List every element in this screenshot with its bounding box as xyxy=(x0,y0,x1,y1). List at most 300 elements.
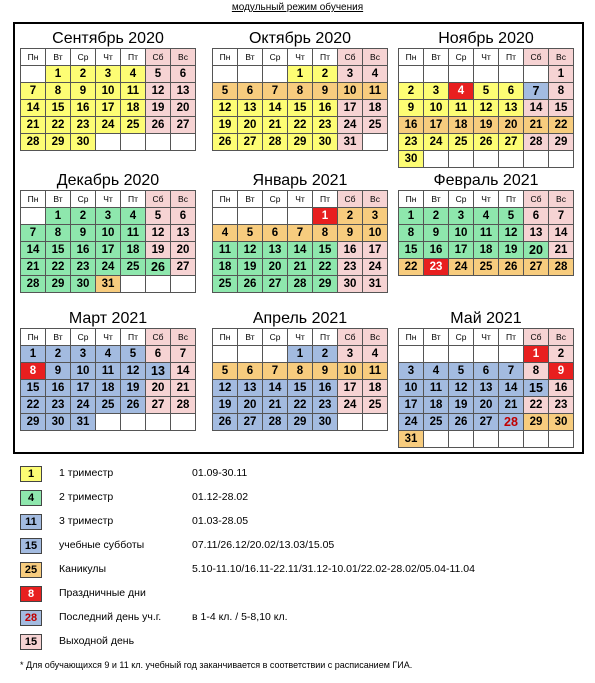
empty-cell xyxy=(499,66,524,83)
month-title: Октябрь 2020 xyxy=(248,30,352,47)
empty-cell xyxy=(549,431,574,448)
day-cell: 21 xyxy=(288,259,313,276)
legend-label: 3 триместр xyxy=(59,515,114,527)
legend-label: Последний день уч.г. xyxy=(59,611,162,623)
day-cell: 30 xyxy=(71,134,96,151)
day-cell: 2 xyxy=(46,346,71,363)
day-cell: 17 xyxy=(96,242,121,259)
day-cell: 20 xyxy=(499,117,524,134)
empty-cell xyxy=(449,151,474,168)
day-cell: 20 xyxy=(238,117,263,134)
day-cell: 4 xyxy=(474,208,499,225)
day-cell: 12 xyxy=(474,100,499,117)
day-cell: 16 xyxy=(46,380,71,397)
day-cell: 24 xyxy=(449,259,474,276)
month-grid xyxy=(398,190,574,276)
day-cell: 8 xyxy=(524,363,549,380)
day-cell: 22 xyxy=(399,259,424,276)
day-cell: 26 xyxy=(121,397,146,414)
day-cell: 25 xyxy=(363,117,388,134)
day-cell: 13 xyxy=(238,100,263,117)
empty-cell xyxy=(96,134,121,151)
day-cell: 10 xyxy=(96,225,121,242)
month-grid xyxy=(20,190,196,293)
legend-swatch: 15 xyxy=(20,538,42,554)
day-cell: 18 xyxy=(449,117,474,134)
day-cell: 22 xyxy=(549,117,574,134)
weekday-header: Вт xyxy=(46,329,71,346)
day-cell: 9 xyxy=(424,225,449,242)
day-cell: 22 xyxy=(21,397,46,414)
day-cell: 29 xyxy=(288,134,313,151)
day-cell: 16 xyxy=(313,380,338,397)
day-cell: 28 xyxy=(288,276,313,293)
day-cell: 17 xyxy=(449,242,474,259)
day-cell: 30 xyxy=(46,414,71,431)
day-cell: 19 xyxy=(474,117,499,134)
empty-cell xyxy=(499,151,524,168)
day-cell: 5 xyxy=(213,363,238,380)
day-cell: 25 xyxy=(449,134,474,151)
day-cell: 6 xyxy=(171,66,196,83)
day-cell: 26 xyxy=(213,134,238,151)
month-grid xyxy=(398,48,574,168)
empty-cell xyxy=(424,431,449,448)
day-cell: 9 xyxy=(338,225,363,242)
legend-label: Каникулы xyxy=(59,563,107,575)
day-cell: 14 xyxy=(263,380,288,397)
month-title: Февраль 2021 xyxy=(433,172,539,189)
weekday-header: Вс xyxy=(549,49,574,66)
day-cell: 26 xyxy=(238,276,263,293)
day-cell: 16 xyxy=(71,242,96,259)
day-cell: 9 xyxy=(46,363,71,380)
day-cell: 15 xyxy=(313,242,338,259)
empty-cell xyxy=(474,431,499,448)
day-cell: 25 xyxy=(213,276,238,293)
day-cell: 18 xyxy=(424,397,449,414)
day-cell: 7 xyxy=(288,225,313,242)
day-cell: 12 xyxy=(146,83,171,100)
weekday-header: Вт xyxy=(238,191,263,208)
legend-dates: 01.09-30.11 xyxy=(192,467,248,479)
empty-cell xyxy=(449,431,474,448)
empty-cell xyxy=(121,134,146,151)
day-cell: 31 xyxy=(338,134,363,151)
empty-cell xyxy=(213,208,238,225)
day-cell: 12 xyxy=(499,225,524,242)
day-cell: 6 xyxy=(524,208,549,225)
day-cell: 16 xyxy=(313,100,338,117)
day-cell: 24 xyxy=(424,134,449,151)
day-cell: 10 xyxy=(71,363,96,380)
day-cell: 27 xyxy=(171,117,196,134)
legend-label: 1 триместр xyxy=(59,467,114,479)
day-cell: 28 xyxy=(171,397,196,414)
day-cell: 31 xyxy=(363,276,388,293)
day-cell: 14 xyxy=(21,242,46,259)
day-cell: 27 xyxy=(171,259,196,276)
day-cell: 9 xyxy=(313,83,338,100)
day-cell: 8 xyxy=(399,225,424,242)
weekday-header: Вс xyxy=(171,49,196,66)
month-grid xyxy=(212,190,388,293)
day-cell: 29 xyxy=(46,134,71,151)
day-cell: 29 xyxy=(549,134,574,151)
day-cell: 13 xyxy=(146,363,171,380)
weekday-header: Пт xyxy=(313,329,338,346)
day-cell: 22 xyxy=(524,397,549,414)
month-grid xyxy=(398,328,574,448)
day-cell: 17 xyxy=(338,380,363,397)
weekday-header: Чт xyxy=(288,191,313,208)
day-cell: 18 xyxy=(121,242,146,259)
day-cell: 11 xyxy=(363,363,388,380)
day-cell: 9 xyxy=(71,225,96,242)
day-cell: 1 xyxy=(46,208,71,225)
month-title: Апрель 2021 xyxy=(252,310,348,327)
day-cell: 5 xyxy=(449,363,474,380)
weekday-header: Ср xyxy=(263,49,288,66)
day-cell: 14 xyxy=(524,100,549,117)
day-cell: 22 xyxy=(313,259,338,276)
day-cell: 13 xyxy=(524,225,549,242)
day-cell: 29 xyxy=(524,414,549,431)
day-cell: 13 xyxy=(238,380,263,397)
day-cell: 30 xyxy=(313,134,338,151)
day-cell: 15 xyxy=(46,242,71,259)
day-cell: 26 xyxy=(213,414,238,431)
day-cell: 4 xyxy=(363,66,388,83)
month-calendar xyxy=(398,310,574,448)
weekday-header: Вс xyxy=(171,191,196,208)
weekday-header: Пн xyxy=(21,49,46,66)
day-cell: 1 xyxy=(313,208,338,225)
weekday-header: Ср xyxy=(449,329,474,346)
empty-cell xyxy=(263,346,288,363)
empty-cell xyxy=(288,208,313,225)
day-cell: 9 xyxy=(71,83,96,100)
day-cell: 31 xyxy=(399,431,424,448)
day-cell: 6 xyxy=(146,346,171,363)
day-cell: 5 xyxy=(474,83,499,100)
month-calendar xyxy=(20,172,196,293)
day-cell: 3 xyxy=(338,66,363,83)
day-cell: 20 xyxy=(171,242,196,259)
legend-label: Праздничные дни xyxy=(59,587,146,599)
legend-label: Выходной день xyxy=(59,635,135,647)
day-cell: 5 xyxy=(499,208,524,225)
legend-swatch: 4 xyxy=(20,490,42,506)
empty-cell xyxy=(474,346,499,363)
empty-cell xyxy=(474,66,499,83)
day-cell: 1 xyxy=(288,346,313,363)
day-cell: 13 xyxy=(474,380,499,397)
day-cell: 15 xyxy=(21,380,46,397)
weekday-header: Ср xyxy=(449,49,474,66)
empty-cell xyxy=(499,346,524,363)
weekday-header: Сб xyxy=(338,49,363,66)
empty-cell xyxy=(524,151,549,168)
empty-cell xyxy=(424,346,449,363)
day-cell: 30 xyxy=(71,276,96,293)
legend-swatch: 11 xyxy=(20,514,42,530)
weekday-header: Пн xyxy=(213,329,238,346)
day-cell: 2 xyxy=(399,83,424,100)
month-title: Сентябрь 2020 xyxy=(52,30,164,47)
day-cell: 8 xyxy=(549,83,574,100)
day-cell: 12 xyxy=(213,100,238,117)
legend-dates: 01.03-28.05 xyxy=(192,515,249,527)
weekday-header: Чт xyxy=(288,49,313,66)
day-cell: 19 xyxy=(146,242,171,259)
day-cell: 24 xyxy=(338,117,363,134)
day-cell: 24 xyxy=(399,414,424,431)
day-cell: 17 xyxy=(338,100,363,117)
weekday-header: Пн xyxy=(21,191,46,208)
day-cell: 28 xyxy=(499,414,524,431)
day-cell: 22 xyxy=(46,117,71,134)
day-cell: 1 xyxy=(524,346,549,363)
day-cell: 16 xyxy=(71,100,96,117)
weekday-header: Сб xyxy=(146,329,171,346)
empty-cell xyxy=(96,414,121,431)
day-cell: 8 xyxy=(46,83,71,100)
day-cell: 5 xyxy=(213,83,238,100)
day-cell: 18 xyxy=(121,100,146,117)
day-cell: 22 xyxy=(288,397,313,414)
day-cell: 3 xyxy=(363,208,388,225)
day-cell: 2 xyxy=(71,66,96,83)
day-cell: 25 xyxy=(121,117,146,134)
day-cell: 24 xyxy=(96,259,121,276)
day-cell: 26 xyxy=(499,259,524,276)
day-cell: 11 xyxy=(424,380,449,397)
legend-swatch: 8 xyxy=(20,586,42,602)
day-cell: 5 xyxy=(238,225,263,242)
day-cell: 30 xyxy=(313,414,338,431)
weekday-header: Пт xyxy=(499,191,524,208)
day-cell: 17 xyxy=(363,242,388,259)
day-cell: 7 xyxy=(171,346,196,363)
day-cell: 27 xyxy=(238,414,263,431)
day-cell: 1 xyxy=(46,66,71,83)
day-cell: 22 xyxy=(288,117,313,134)
legend-label: 2 триместр xyxy=(59,491,114,503)
month-calendar xyxy=(212,30,388,151)
day-cell: 6 xyxy=(238,363,263,380)
day-cell: 8 xyxy=(288,83,313,100)
day-cell: 6 xyxy=(474,363,499,380)
empty-cell xyxy=(363,414,388,431)
day-cell: 21 xyxy=(499,397,524,414)
weekday-header: Вс xyxy=(363,191,388,208)
month-grid xyxy=(212,328,388,431)
weekday-header: Чт xyxy=(96,329,121,346)
empty-cell xyxy=(424,66,449,83)
day-cell: 25 xyxy=(474,259,499,276)
day-cell: 21 xyxy=(524,117,549,134)
day-cell: 21 xyxy=(263,397,288,414)
month-title: Март 2021 xyxy=(68,310,148,327)
month-title: Май 2021 xyxy=(450,310,522,327)
day-cell: 11 xyxy=(363,83,388,100)
month-calendar xyxy=(20,310,196,431)
empty-cell xyxy=(238,208,263,225)
day-cell: 9 xyxy=(313,363,338,380)
weekday-header: Вт xyxy=(424,191,449,208)
day-cell: 23 xyxy=(313,397,338,414)
day-cell: 24 xyxy=(338,397,363,414)
day-cell: 20 xyxy=(171,100,196,117)
day-cell: 4 xyxy=(213,225,238,242)
empty-cell xyxy=(171,414,196,431)
day-cell: 19 xyxy=(449,397,474,414)
month-title: Январь 2021 xyxy=(252,172,348,189)
day-cell: 27 xyxy=(146,397,171,414)
day-cell: 23 xyxy=(338,259,363,276)
day-cell: 23 xyxy=(424,259,449,276)
weekday-header: Сб xyxy=(146,191,171,208)
day-cell: 18 xyxy=(363,380,388,397)
day-cell: 19 xyxy=(238,259,263,276)
weekday-header: Пн xyxy=(399,191,424,208)
day-cell: 18 xyxy=(213,259,238,276)
month-calendar xyxy=(212,310,388,431)
day-cell: 10 xyxy=(338,363,363,380)
weekday-header: Вс xyxy=(363,49,388,66)
day-cell: 27 xyxy=(499,134,524,151)
day-cell: 23 xyxy=(71,259,96,276)
day-cell: 10 xyxy=(424,100,449,117)
day-cell: 4 xyxy=(96,346,121,363)
empty-cell xyxy=(399,66,424,83)
day-cell: 17 xyxy=(399,397,424,414)
day-cell: 11 xyxy=(474,225,499,242)
day-cell: 19 xyxy=(499,242,524,259)
empty-cell xyxy=(449,66,474,83)
legend-swatch: 25 xyxy=(20,562,42,578)
month-title: Декабрь 2020 xyxy=(56,172,160,189)
day-cell: 21 xyxy=(263,117,288,134)
month-calendar xyxy=(212,172,388,293)
day-cell: 7 xyxy=(263,363,288,380)
empty-cell xyxy=(171,276,196,293)
empty-cell xyxy=(21,66,46,83)
empty-cell xyxy=(524,431,549,448)
weekday-header: Пн xyxy=(213,191,238,208)
legend-dates: в 1-4 кл. / 5-8,10 кл. xyxy=(192,611,288,623)
day-cell: 4 xyxy=(363,346,388,363)
day-cell: 19 xyxy=(213,117,238,134)
day-cell: 8 xyxy=(21,363,46,380)
weekday-header: Пт xyxy=(121,49,146,66)
weekday-header: Чт xyxy=(474,49,499,66)
empty-cell xyxy=(121,276,146,293)
day-cell: 6 xyxy=(263,225,288,242)
legend-swatch: 1 xyxy=(20,466,42,482)
empty-cell xyxy=(474,151,499,168)
day-cell: 21 xyxy=(549,242,574,259)
weekday-header: Пн xyxy=(399,329,424,346)
weekday-header: Вс xyxy=(363,329,388,346)
weekday-header: Пн xyxy=(21,329,46,346)
weekday-header: Вт xyxy=(238,329,263,346)
legend-dates: 01.12-28.02 xyxy=(192,491,249,503)
day-cell: 5 xyxy=(146,208,171,225)
day-cell: 3 xyxy=(96,66,121,83)
day-cell: 11 xyxy=(449,100,474,117)
day-cell: 11 xyxy=(213,242,238,259)
day-cell: 26 xyxy=(146,259,171,276)
empty-cell xyxy=(171,134,196,151)
day-cell: 10 xyxy=(96,83,121,100)
day-cell: 24 xyxy=(363,259,388,276)
legend-swatch: 15 xyxy=(20,634,42,650)
weekday-header: Чт xyxy=(288,329,313,346)
day-cell: 11 xyxy=(121,225,146,242)
footnote: * Для обучающихся 9 и 11 кл. учебный год заканчивается в соответствии с расписанием ГИА. xyxy=(20,660,413,670)
day-cell: 5 xyxy=(146,66,171,83)
day-cell: 30 xyxy=(338,276,363,293)
weekday-header: Вс xyxy=(549,191,574,208)
weekday-header: Ср xyxy=(71,329,96,346)
day-cell: 3 xyxy=(338,346,363,363)
day-cell: 19 xyxy=(146,100,171,117)
day-cell: 13 xyxy=(263,242,288,259)
month-title: Ноябрь 2020 xyxy=(438,30,534,47)
weekday-header: Ср xyxy=(71,191,96,208)
weekday-header: Сб xyxy=(524,191,549,208)
day-cell: 19 xyxy=(121,380,146,397)
day-cell: 3 xyxy=(71,346,96,363)
day-cell: 3 xyxy=(424,83,449,100)
empty-cell xyxy=(238,66,263,83)
day-cell: 27 xyxy=(474,414,499,431)
day-cell: 9 xyxy=(399,100,424,117)
day-cell: 14 xyxy=(21,100,46,117)
day-cell: 26 xyxy=(474,134,499,151)
day-cell: 28 xyxy=(524,134,549,151)
weekday-header: Ср xyxy=(263,191,288,208)
day-cell: 5 xyxy=(121,346,146,363)
day-cell: 13 xyxy=(171,83,196,100)
day-cell: 29 xyxy=(46,276,71,293)
day-cell: 20 xyxy=(263,259,288,276)
weekday-header: Пт xyxy=(121,191,146,208)
day-cell: 18 xyxy=(363,100,388,117)
weekday-header: Чт xyxy=(474,191,499,208)
day-cell: 12 xyxy=(449,380,474,397)
day-cell: 28 xyxy=(549,259,574,276)
day-cell: 2 xyxy=(71,208,96,225)
empty-cell xyxy=(424,151,449,168)
day-cell: 8 xyxy=(46,225,71,242)
day-cell: 15 xyxy=(46,100,71,117)
weekday-header: Пт xyxy=(121,329,146,346)
day-cell: 28 xyxy=(263,414,288,431)
day-cell: 1 xyxy=(549,66,574,83)
day-cell: 31 xyxy=(96,276,121,293)
empty-cell xyxy=(363,134,388,151)
empty-cell xyxy=(399,346,424,363)
weekday-header: Вт xyxy=(46,49,71,66)
day-cell: 26 xyxy=(146,117,171,134)
day-cell: 28 xyxy=(263,134,288,151)
day-cell: 24 xyxy=(71,397,96,414)
weekday-header: Ср xyxy=(71,49,96,66)
day-cell: 15 xyxy=(549,100,574,117)
